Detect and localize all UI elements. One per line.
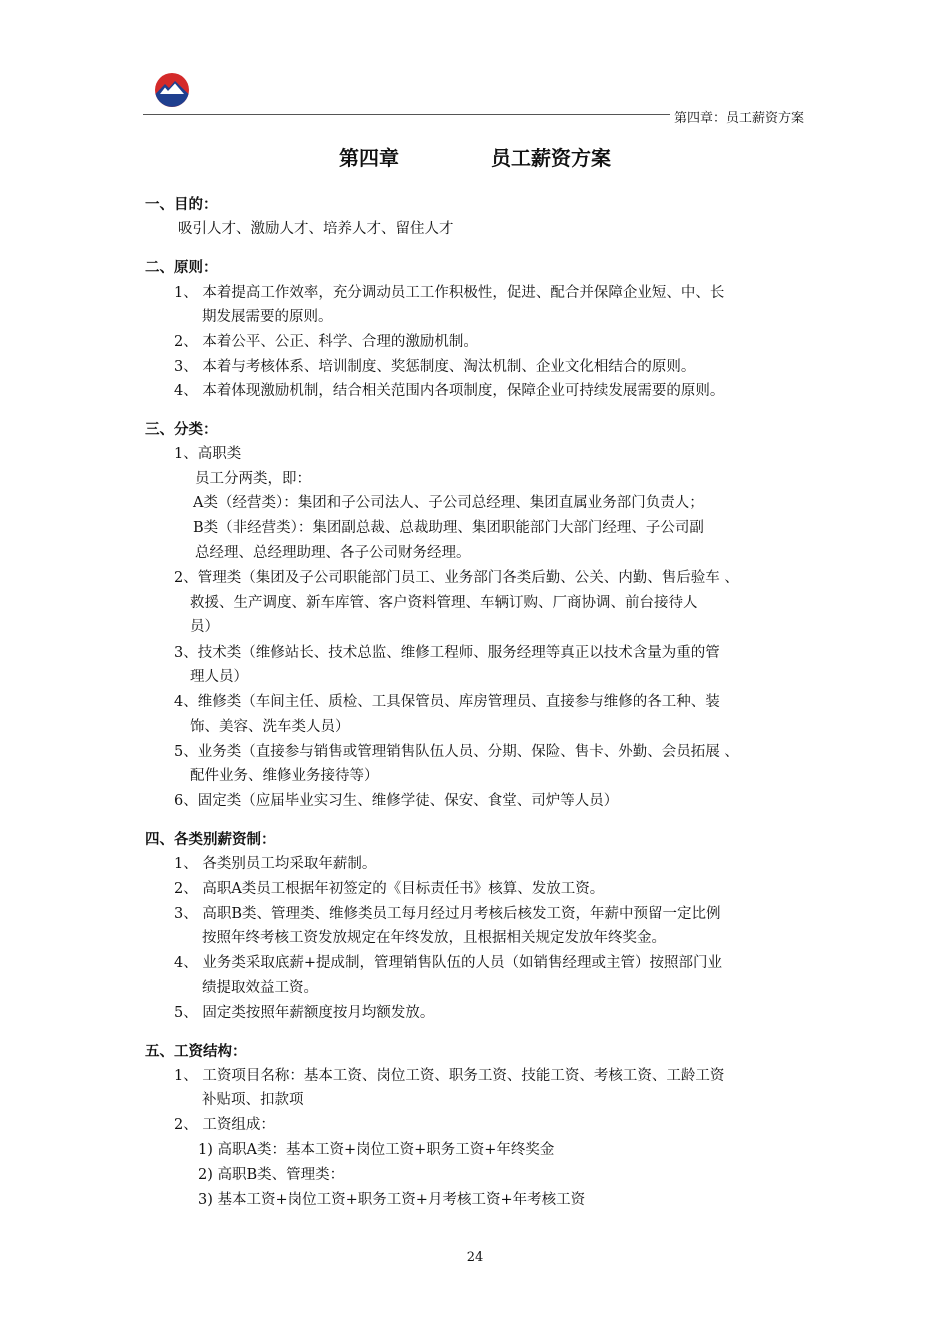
sub-list-item: 2) 高职B类、管理类：	[198, 1167, 345, 1183]
list-item: 2、管理类（集团及子公司职能部门员工、业务部门各类后勤、公关、内勤、售后验车 、	[174, 570, 739, 586]
section-heading: 五、工资结构：	[145, 1044, 247, 1060]
company-logo	[154, 72, 190, 108]
list-item-continuation: 绩提取效益工资。	[202, 980, 318, 996]
body-line: 吸引人才、激励人才、培养人才、留住人才	[178, 221, 454, 237]
list-item-continuation: 员）	[190, 619, 219, 635]
list-item: 1、 工资项目名称：基本工资、岗位工资、职务工资、技能工资、考核工资、工龄工资	[174, 1068, 725, 1084]
chapter-number: 第四章	[339, 146, 399, 170]
list-item-continuation: 补贴项、扣款项	[202, 1092, 304, 1108]
list-item-continuation: 按照年终考核工资发放规定在年终发放，且根据相关规定发放年终奖金。	[202, 930, 666, 946]
chapter-title	[0, 142, 950, 171]
list-item-continuation: 配件业务、维修业务接待等）	[190, 768, 379, 784]
section-heading: 二、原则：	[145, 260, 218, 276]
list-item: 2、 本着公平、公正、科学、合理的激励机制。	[174, 334, 478, 350]
body-line: 总经理、总经理助理、各子公司财务经理。	[195, 545, 471, 561]
list-item: 1、 本着提高工作效率，充分调动员工工作积极性，促进、配合并保障企业短、中、长	[174, 285, 725, 301]
list-item: 1、 各类别员工均采取年薪制。	[174, 856, 377, 872]
list-item: 4、维修类（车间主任、质检、工具保管员、库房管理员、直接参与维修的各工种、装	[174, 694, 720, 710]
list-item: 6、固定类（应届毕业实习生、维修学徒、保安、食堂、司炉等人员）	[174, 793, 619, 809]
list-item-continuation: 期发展需要的原则。	[202, 309, 333, 325]
body-line: 员工分两类，即：	[195, 471, 311, 487]
list-item: 3、技术类（维修站长、技术总监、维修工程师、服务经理等真正以技术含量为重的管	[174, 645, 720, 661]
page-number: 24	[466, 1250, 484, 1265]
section-heading: 三、分类：	[145, 422, 218, 438]
chapter-name: 员工薪资方案	[491, 146, 611, 170]
section-heading: 四、各类别薪资制：	[145, 832, 276, 848]
body-line: B类（非经营类）：集团副总裁、总裁助理、集团职能部门大部门经理、子公司副	[193, 520, 704, 536]
list-item-continuation: 理人员）	[190, 669, 248, 685]
body-line: A类（经营类）：集团和子公司法人、子公司总经理、集团直属业务部门负责人；	[193, 495, 704, 511]
list-item: 3、 本着与考核体系、培训制度、奖惩制度、淘汰机制、企业文化相结合的原则。	[174, 359, 696, 375]
list-item-continuation: 饰、美容、洗车类人员）	[190, 719, 350, 735]
list-item: 2、 高职A类员工根据年初签定的《目标责任书》核算、发放工资。	[174, 881, 605, 897]
sub-list-item: 1) 高职A类：基本工资+岗位工资+职务工资+年终奖金	[198, 1142, 555, 1158]
running-header: 第四章：员工薪资方案	[670, 107, 804, 126]
list-item: 5、业务类（直接参与销售或管理销售队伍人员、分期、保险、售卡、外勤、会员拓展 、	[174, 744, 739, 760]
list-item: 5、 固定类按照年薪额度按月均额发放。	[174, 1005, 435, 1021]
list-item: 4、 本着体现激励机制，结合相关范围内各项制度，保障企业可持续发展需要的原则。	[174, 383, 725, 399]
list-item: 2、 工资组成：	[174, 1117, 275, 1133]
list-item: 1、高职类	[174, 446, 242, 462]
section-heading: 一、目的：	[145, 197, 218, 213]
list-item: 4、 业务类采取底薪+提成制，管理销售队伍的人员（如销售经理或主管）按照部门业	[174, 955, 722, 971]
list-item: 3、 高职B类、管理类、维修类员工每月经过月考核后核发工资，年薪中预留一定比例	[174, 906, 721, 922]
sub-list-item: 3) 基本工资+岗位工资+职务工资+月考核工资+年考核工资	[198, 1192, 586, 1208]
list-item-continuation: 救援、生产调度、新车库管、客户资料管理、车辆订购、厂商协调、前台接待人	[190, 595, 698, 611]
